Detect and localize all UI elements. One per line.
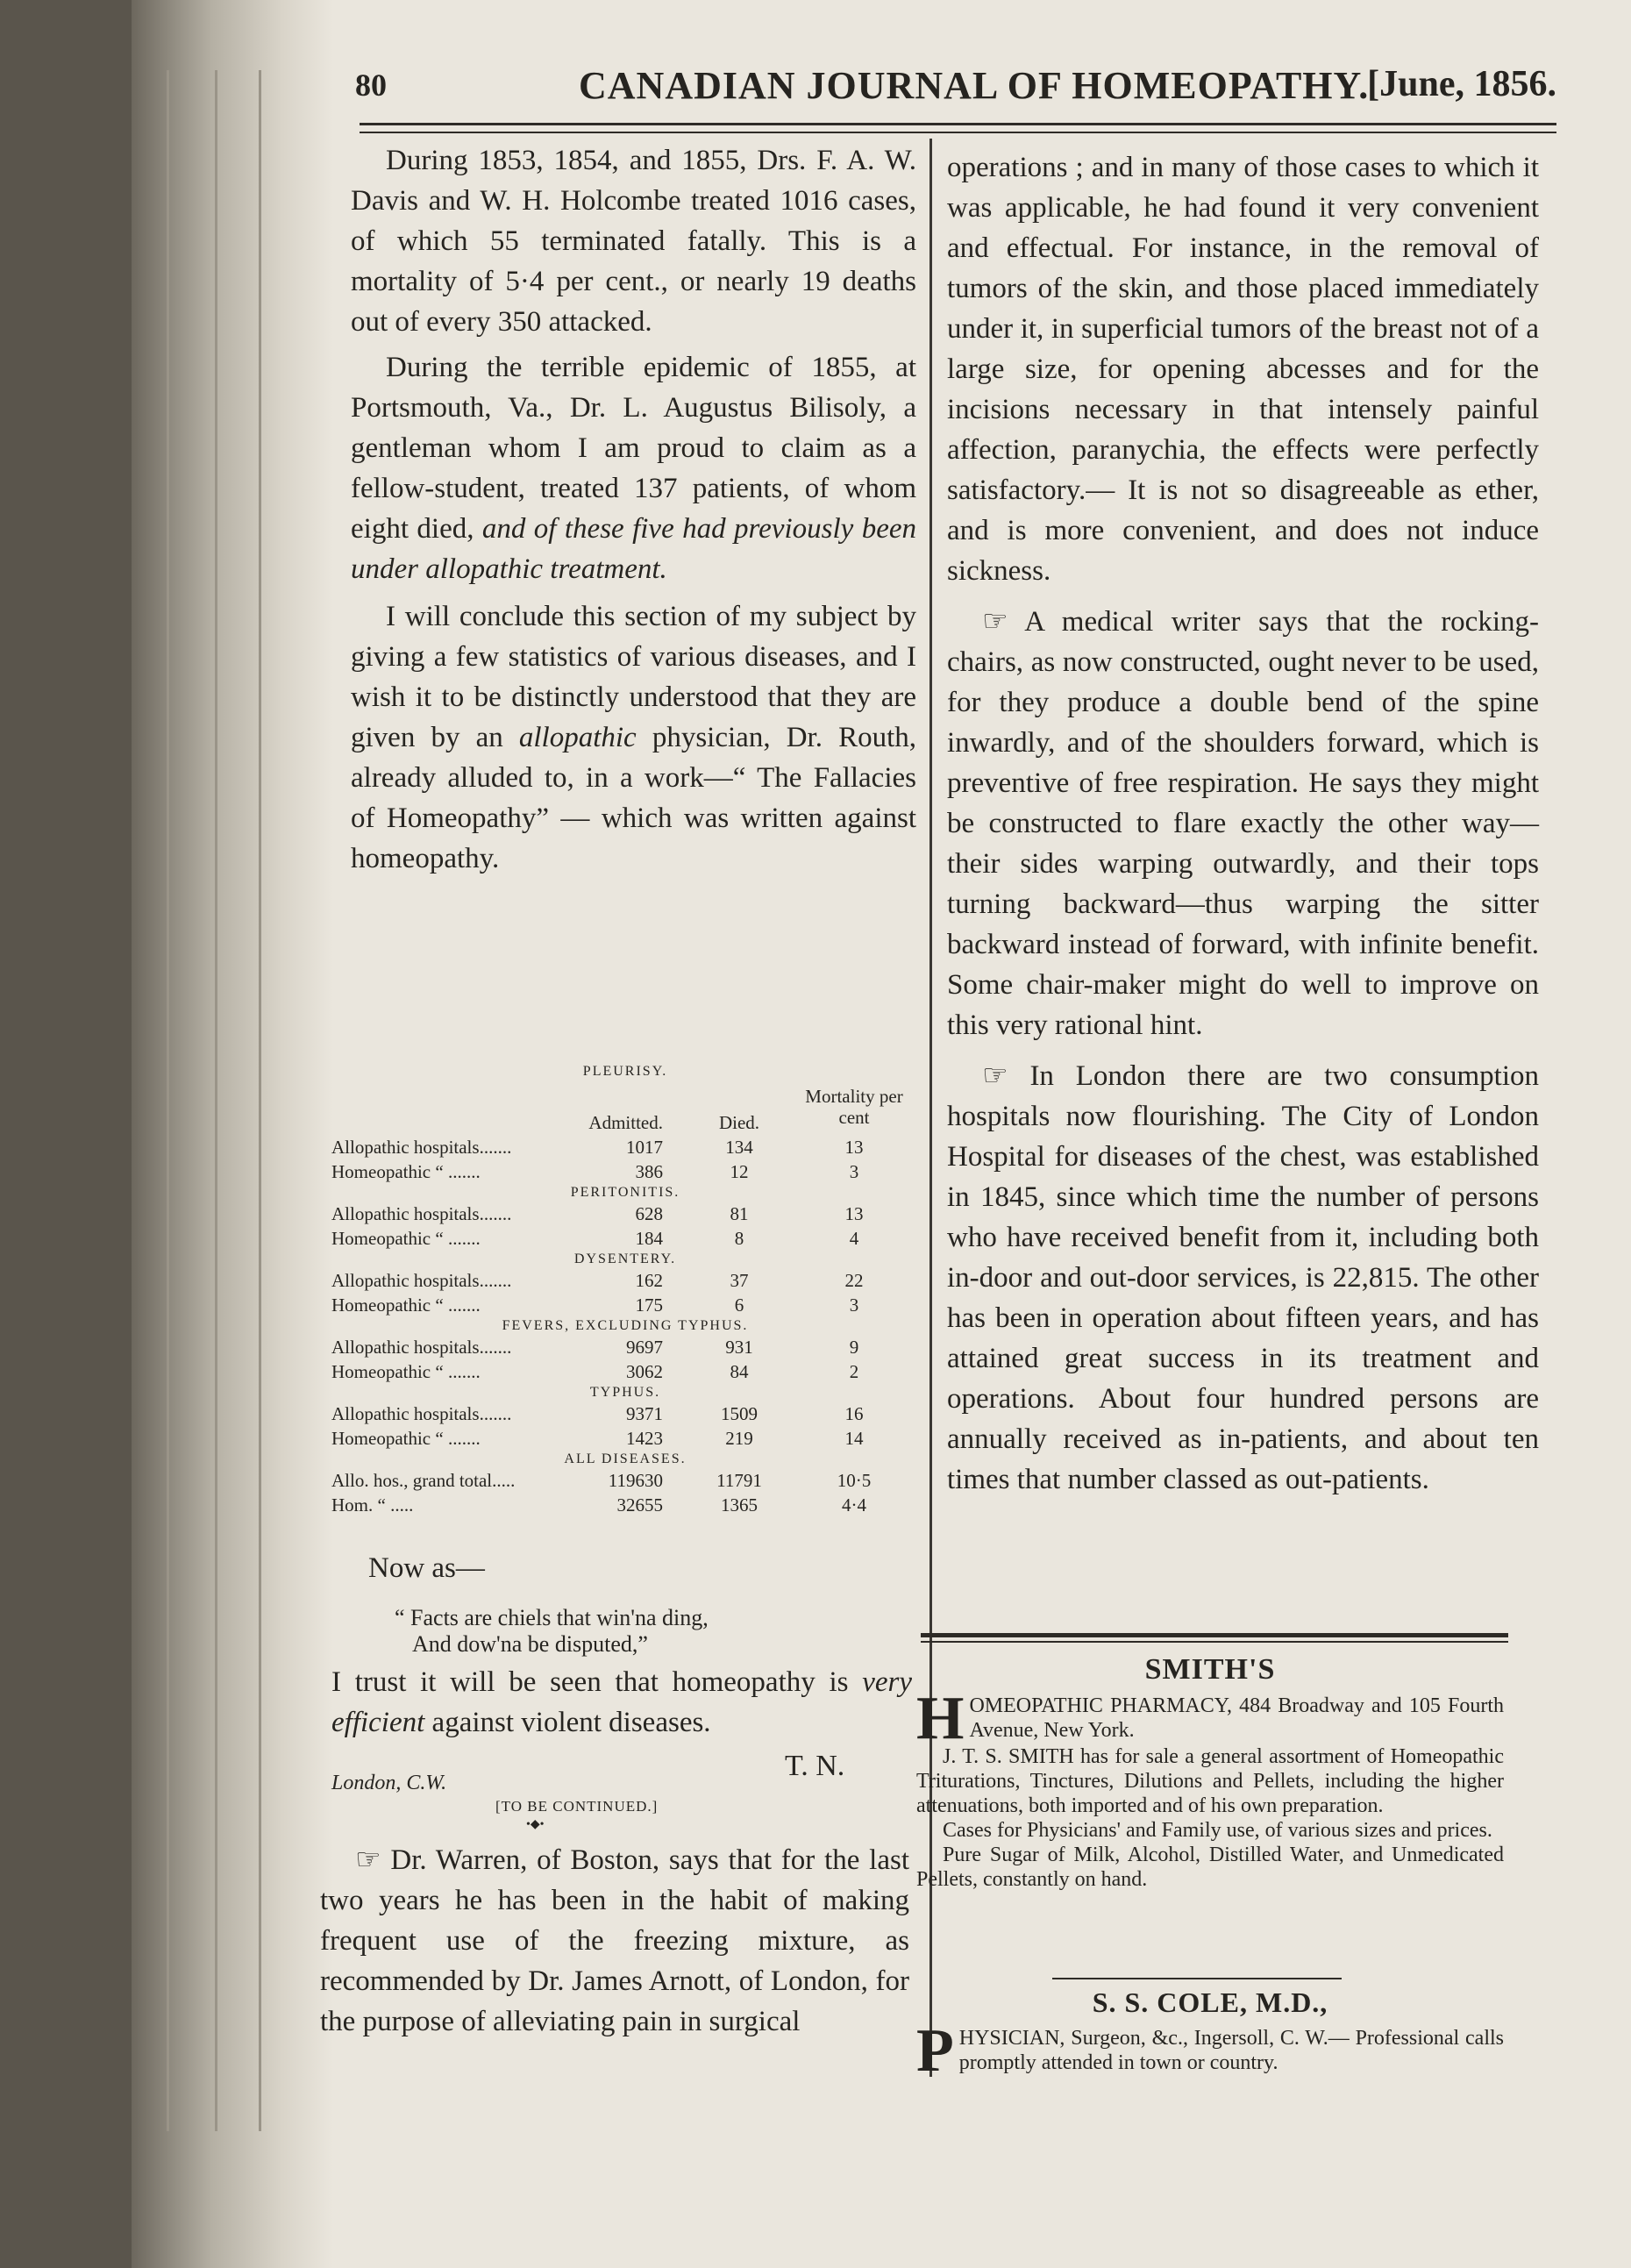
column-header: Admitted. xyxy=(588,1112,663,1133)
drop-cap: P xyxy=(916,2017,954,2085)
drop-cap: H xyxy=(916,1685,965,1752)
table-cell: 628 xyxy=(635,1203,663,1224)
table-row xyxy=(331,1159,919,1184)
binding-edge xyxy=(132,0,333,2268)
table-cell: Allopathic hospitals....... xyxy=(331,1337,512,1358)
table-cell: 4 xyxy=(849,1228,859,1249)
header-rule xyxy=(360,123,1556,125)
table-row xyxy=(331,1226,919,1251)
conclusion-paragraph: I trust it will be seen that homeopathy is very efficient against violent diseases. xyxy=(331,1666,912,1738)
page-edge-line xyxy=(259,70,261,2131)
header-rule xyxy=(360,132,1556,133)
table-cell: Allopathic hospitals....... xyxy=(331,1270,512,1291)
table-cell: 3062 xyxy=(626,1361,663,1382)
ad-rule xyxy=(921,1641,1508,1643)
table-row xyxy=(331,1493,919,1517)
table-cell: Homeopathic “ ....... xyxy=(331,1361,481,1382)
table-section-title: DYSENTERY. xyxy=(573,1252,677,1266)
place-line: London, C.W. xyxy=(331,1772,447,1794)
table-cell: 162 xyxy=(635,1270,663,1291)
paragraph: During 1853, 1854, and 1855, Drs. F. A. W. Davis and W. H. Holcombe treated 1016 cases, of which 55 terminated fatally. This is a mortality of 5·4 per cent., or nearly 19 deaths out of every 350 attacked. xyxy=(351,145,916,338)
table-row xyxy=(331,1335,919,1359)
table-cell: Allopathic hospitals....... xyxy=(331,1203,512,1224)
pointing-hand-icon: ☞ xyxy=(982,1060,1008,1092)
table-cell: 9 xyxy=(849,1337,859,1358)
ad-title: S. S. COLE, M.D., xyxy=(1092,1986,1328,2018)
now-as-line: Now as— xyxy=(368,1552,485,1584)
smith-advertisement: SMITH'S H OMEOPATHIC PHARMACY, 484 Broadway and 105 Fourth Avenue, New York. J. T. S. SMITH has for sale a general assortment of Homeopathic Triturations, Tinctures, Dilutions and Pellets, including the higher attenuations, both imported and of his own preparation. Cases for Physicians' and Family use, of various sizes and prices. Pure Sugar of Milk, Alcohol, Distilled Water, and Unmedicated Pellets, constantly on hand. xyxy=(916,1653,1504,1891)
table-section-title: TYPHUS. xyxy=(589,1385,661,1400)
table-cell: Allopathic hospitals....... xyxy=(331,1137,512,1158)
table-header xyxy=(331,1081,919,1135)
table-cell: 219 xyxy=(725,1428,753,1449)
table-cell: 119630 xyxy=(608,1470,663,1491)
table-row xyxy=(331,1268,919,1293)
table-cell: 12 xyxy=(730,1161,749,1182)
table-section-title: ALL DISEASES. xyxy=(564,1451,687,1466)
paragraph: During the terrible epidemic of 1855, at Portsmouth, Va., Dr. L. Augustus Bilisoly, a gentleman whom I am proud to claim as a fellow-student, treated 137 patients, of whom eight died, and of these five had previously been under allopathic treatment. xyxy=(351,352,916,585)
table-cell: 1509 xyxy=(721,1403,758,1424)
table-cell: 1365 xyxy=(721,1494,758,1516)
page-edge-line xyxy=(215,70,217,2131)
table-cell: Homeopathic “ ....... xyxy=(331,1161,481,1182)
column-header: Mortality per cent xyxy=(805,1086,903,1128)
paragraph: operations ; and in many of those cases to which it was applicable, he had found it very convenient and effectual. For instance, in the removal of tumors of the skin, and those placed immediately under it, in superficial tumors of the breast not of a large size, for opening abcesses and for the incisions necessary in that intensely painful affection, paranychia, the effects were perfectly satisfactory.— It is not so disagreeable as ether, and is more convenient, and does not induce sickness. xyxy=(947,152,1539,587)
table-cell: 4·4 xyxy=(842,1494,866,1516)
table-cell: 11791 xyxy=(716,1470,762,1491)
table-cell: 3 xyxy=(849,1294,859,1316)
table-row xyxy=(331,1359,919,1384)
table-cell: 134 xyxy=(725,1137,753,1158)
table-row xyxy=(331,1293,919,1317)
paragraph: ☞ In London there are two consumption hospitals now flourishing. The City of London Hospital for diseases of the chest, was established in 1845, since which time the number of persons who have received benefit from it, including both in-door and out-door services, is 22,815. The other has been in operation about fifteen years, and has attained great success in its treatment and operations. About four hundred persons are annually received as in-patients, and about ten times that number classed as out-patients. xyxy=(947,1060,1539,1495)
page-edge-line xyxy=(167,70,169,2131)
table-cell: 16 xyxy=(844,1403,864,1424)
table-cell: Homeopathic “ ....... xyxy=(331,1294,481,1316)
table-row xyxy=(331,1468,919,1493)
ornament: •◆• xyxy=(526,1818,545,1831)
cole-advertisement: S. S. COLE, M.D., P HYSICIAN, Surgeon, &c., Ingersoll, C. W.— Professional calls promptly attended in town or country. xyxy=(916,1986,1505,2085)
pointing-hand-icon: ☞ xyxy=(982,606,1008,638)
left-final-paragraph: ☞ Dr. Warren, of Boston, says that for the last two years he has been in the habit of making frequent use of the freezing mixture, as recommended by Dr. James Arnott, of London, for the purpose of alleviating pain in surgical xyxy=(320,1844,909,2037)
ad-title: SMITH'S xyxy=(1144,1653,1276,1686)
table-cell: 386 xyxy=(635,1161,663,1182)
table-cell: Allo. hos., grand total..... xyxy=(331,1470,516,1491)
table-section-title: FEVERS, EXCLUDING TYPHUS. xyxy=(502,1318,749,1333)
table-cell: Hom. “ ..... xyxy=(331,1494,414,1516)
table-cell: 931 xyxy=(725,1337,753,1358)
to-be-continued: [TO BE CONTINUED.] xyxy=(495,1798,659,1815)
author-signature: T. N. xyxy=(785,1750,845,1782)
page-header xyxy=(346,63,1556,116)
table-cell: 37 xyxy=(730,1270,749,1291)
table-cell: 22 xyxy=(844,1270,864,1291)
paragraph: ☞ A medical writer says that the rocking-chairs, as now constructed, ought never to be used, for they produce a double bend of the spine inwardly, and of the shoulders forward, which is preventive of free respiration. He says they might be constructed to flare exactly the other way—their sides warping outwardly, and their tops turning backward—thus warping the sitter backward instead of forward, with infinite benefit. Some chair-maker might do well to improve on this very rational hint. xyxy=(947,606,1539,1041)
table-cell: 8 xyxy=(734,1228,744,1249)
issue-date: [June, 1856. xyxy=(1367,64,1556,104)
table-cell: 3 xyxy=(849,1161,859,1182)
table-row xyxy=(331,1426,919,1451)
table-cell: 81 xyxy=(730,1203,749,1224)
left-column xyxy=(351,140,916,879)
table-section-title: PLEURISY. xyxy=(582,1064,668,1079)
table-cell: 32655 xyxy=(616,1494,663,1516)
table-cell: 13 xyxy=(844,1137,864,1158)
running-title: CANADIAN JOURNAL OF HOMEOPATHY. xyxy=(579,64,1370,107)
table-cell: 2 xyxy=(849,1361,859,1382)
ad-rule xyxy=(921,1633,1508,1637)
table-cell: 84 xyxy=(730,1361,749,1382)
table-cell: 1423 xyxy=(626,1428,663,1449)
paragraph: I will conclude this section of my subject by giving a few statistics of various diseases, and I wish it to be distinctly understood that they are given by an allopathic physician, Dr. Routh, already alluded to, in a work—“ The Fallacies of Homeopathy” — which was written against homeopathy. xyxy=(351,601,917,874)
table-cell: 1017 xyxy=(626,1137,663,1158)
table-row xyxy=(331,1202,919,1226)
table-cell: 14 xyxy=(844,1428,864,1449)
pointing-hand-icon: ☞ xyxy=(355,1844,381,1876)
table-cell: 6 xyxy=(734,1294,744,1316)
right-column xyxy=(947,147,1539,1500)
verse-quotation: “ Facts are chiels that win'na ding, And dow'na be disputed,” xyxy=(395,1605,709,1657)
table-cell: 9697 xyxy=(626,1337,663,1358)
ad-separator xyxy=(1052,1978,1342,1979)
table-cell: 13 xyxy=(844,1203,864,1224)
table-cell: 9371 xyxy=(626,1403,663,1424)
table-row xyxy=(331,1401,919,1426)
column-header: Died. xyxy=(718,1112,760,1133)
table-cell: 10·5 xyxy=(837,1470,872,1491)
table-cell: 175 xyxy=(635,1294,663,1316)
page-number: 80 xyxy=(355,68,387,103)
table-cell: Allopathic hospitals....... xyxy=(331,1403,512,1424)
table-cell: 184 xyxy=(635,1228,663,1249)
table-row xyxy=(331,1135,919,1159)
table-cell: Homeopathic “ ....... xyxy=(331,1228,481,1249)
table-section-title: PERITONITIS. xyxy=(570,1185,680,1200)
statistics-table xyxy=(331,1063,919,1517)
table-cell: Homeopathic “ ....... xyxy=(331,1428,481,1449)
